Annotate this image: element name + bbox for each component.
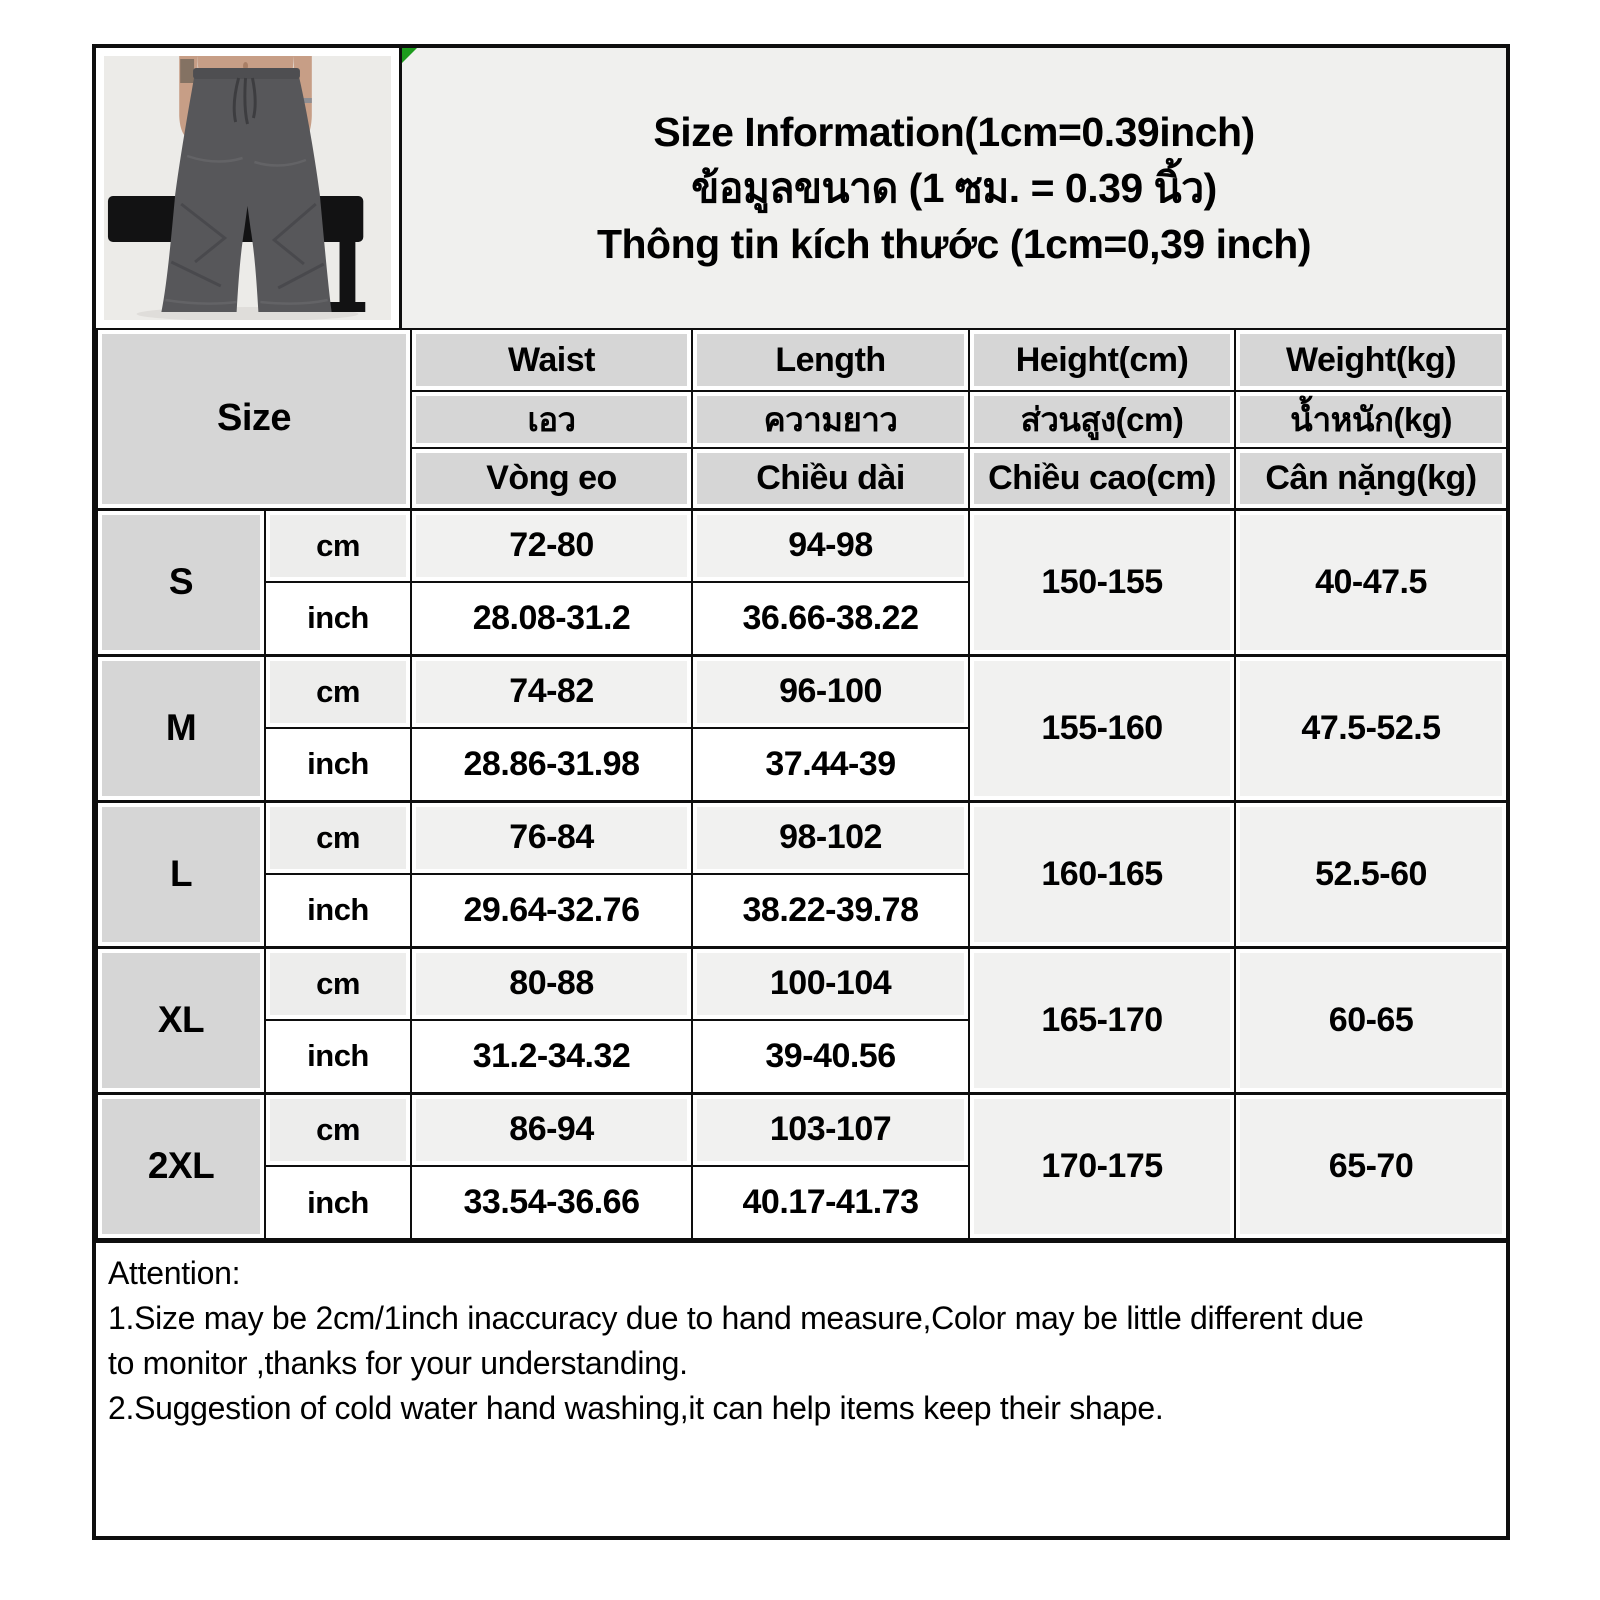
height-value: 155-160 bbox=[969, 655, 1235, 801]
col-header-waist-en: Waist bbox=[411, 329, 692, 391]
size-label: M bbox=[97, 655, 265, 801]
length-value: 39-40.56 bbox=[692, 1020, 969, 1093]
header-row-en bbox=[97, 329, 1507, 391]
attention-line: 1.Size may be 2cm/1inch inaccuracy due to hand measure,Color may be little different due bbox=[108, 1300, 1364, 1336]
attention-line: 2.Suggestion of cold water hand washing,it can help items keep their shape. bbox=[108, 1390, 1164, 1426]
length-value: 94-98 bbox=[692, 509, 969, 582]
size-info-title-en: Size Information(1cm=0.39inch) bbox=[653, 109, 1255, 155]
weight-value: 65-70 bbox=[1235, 1093, 1507, 1239]
length-value: 36.66-38.22 bbox=[692, 582, 969, 655]
size-label: L bbox=[97, 801, 265, 947]
unit-label-inch: inch bbox=[265, 1166, 411, 1239]
col-header-length-en: Length bbox=[692, 329, 969, 391]
weight-value: 52.5-60 bbox=[1235, 801, 1507, 947]
unit-label-inch: inch bbox=[265, 1020, 411, 1093]
length-value: 37.44-39 bbox=[692, 728, 969, 801]
height-value: 150-155 bbox=[969, 509, 1235, 655]
attention-section bbox=[96, 1240, 1506, 1536]
weight-value: 47.5-52.5 bbox=[1235, 655, 1507, 801]
banner-row bbox=[96, 48, 1506, 328]
length-value: 98-102 bbox=[692, 801, 969, 874]
row-l-cm bbox=[97, 801, 1507, 874]
weight-value: 60-65 bbox=[1235, 947, 1507, 1093]
weight-value: 40-47.5 bbox=[1235, 509, 1507, 655]
product-photo-cell bbox=[96, 48, 402, 328]
row-xl-cm bbox=[97, 947, 1507, 1020]
length-value: 38.22-39.78 bbox=[692, 874, 969, 947]
size-info-header bbox=[402, 48, 1506, 328]
col-header-length-vi: Chiều dài bbox=[692, 448, 969, 509]
col-header-height-th: ส่วนสูง(cm) bbox=[969, 391, 1235, 448]
size-label: 2XL bbox=[97, 1093, 265, 1239]
unit-label-inch: inch bbox=[265, 728, 411, 801]
green-corner-icon bbox=[402, 48, 417, 63]
waist-value: 28.08-31.2 bbox=[411, 582, 692, 655]
waist-value: 29.64-32.76 bbox=[411, 874, 692, 947]
size-column-header: Size bbox=[97, 329, 411, 509]
col-header-height-vi: Chiều cao(cm) bbox=[969, 448, 1235, 509]
waist-value: 33.54-36.66 bbox=[411, 1166, 692, 1239]
size-chart-sheet bbox=[92, 44, 1510, 1540]
unit-label-cm: cm bbox=[265, 1093, 411, 1166]
col-header-waist-vi: Vòng eo bbox=[411, 448, 692, 509]
attention-heading: Attention: bbox=[108, 1255, 241, 1291]
waist-value: 31.2-34.32 bbox=[411, 1020, 692, 1093]
waist-value: 72-80 bbox=[411, 509, 692, 582]
size-info-title-th: ข้อมูลขนาด (1 ซม. = 0.39 นิ้ว) bbox=[691, 165, 1217, 211]
product-photo-image bbox=[104, 56, 391, 320]
row-s-cm bbox=[97, 509, 1507, 582]
waist-value: 28.86-31.98 bbox=[411, 728, 692, 801]
unit-label-inch: inch bbox=[265, 582, 411, 655]
col-header-length-th: ความยาว bbox=[692, 391, 969, 448]
waist-value: 74-82 bbox=[411, 655, 692, 728]
unit-label-cm: cm bbox=[265, 509, 411, 582]
row-m-cm bbox=[97, 655, 1507, 728]
waist-value: 86-94 bbox=[411, 1093, 692, 1166]
col-header-weight-en: Weight(kg) bbox=[1235, 329, 1507, 391]
length-value: 40.17-41.73 bbox=[692, 1166, 969, 1239]
col-header-waist-th: เอว bbox=[411, 391, 692, 448]
row-2xl-cm bbox=[97, 1093, 1507, 1166]
unit-label-cm: cm bbox=[265, 947, 411, 1020]
col-header-height-en: Height(cm) bbox=[969, 329, 1235, 391]
waist-value: 80-88 bbox=[411, 947, 692, 1020]
unit-label-cm: cm bbox=[265, 801, 411, 874]
height-value: 160-165 bbox=[969, 801, 1235, 947]
col-header-weight-vi: Cân nặng(kg) bbox=[1235, 448, 1507, 509]
length-value: 103-107 bbox=[692, 1093, 969, 1166]
size-label: S bbox=[97, 509, 265, 655]
waist-value: 76-84 bbox=[411, 801, 692, 874]
attention-line: to monitor ,thanks for your understanding. bbox=[108, 1345, 688, 1381]
size-table bbox=[96, 328, 1508, 1240]
length-value: 100-104 bbox=[692, 947, 969, 1020]
unit-label-cm: cm bbox=[265, 655, 411, 728]
length-value: 96-100 bbox=[692, 655, 969, 728]
size-info-title-vi: Thông tin kích thước (1cm=0,39 inch) bbox=[596, 221, 1312, 267]
height-value: 170-175 bbox=[969, 1093, 1235, 1239]
col-header-weight-th: น้ำหนัก(kg) bbox=[1235, 391, 1507, 448]
height-value: 165-170 bbox=[969, 947, 1235, 1093]
unit-label-inch: inch bbox=[265, 874, 411, 947]
size-label: XL bbox=[97, 947, 265, 1093]
